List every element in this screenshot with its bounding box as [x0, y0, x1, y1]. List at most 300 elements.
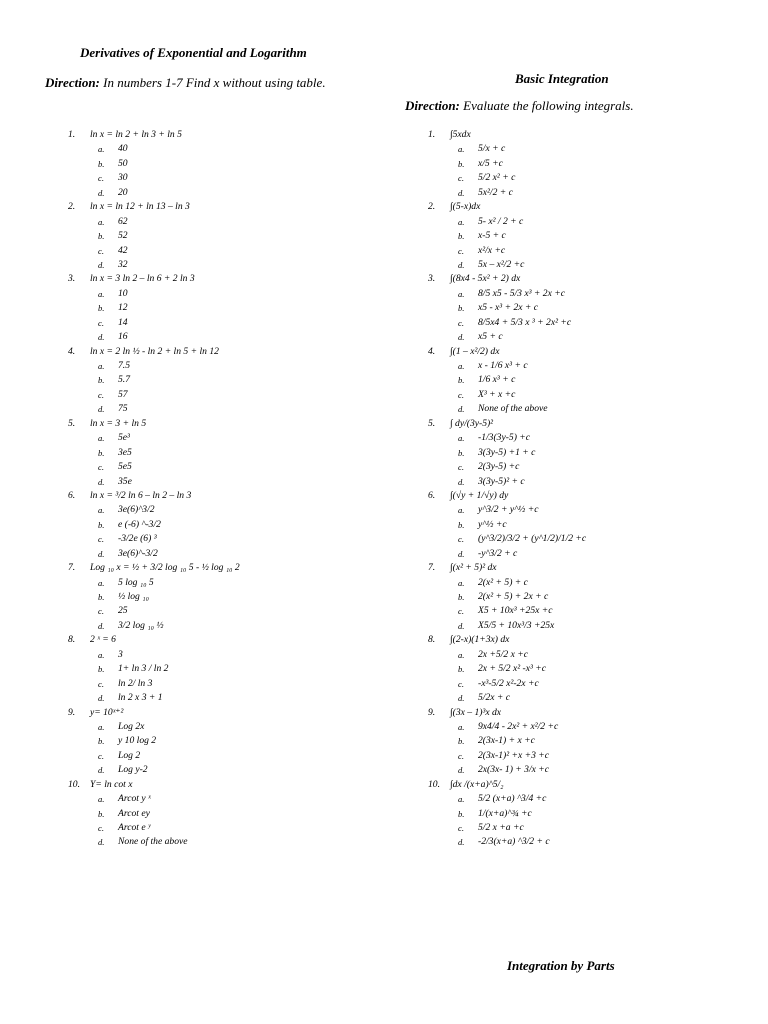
answer-choice [68, 301, 388, 315]
choice-letter: c. [458, 823, 464, 833]
choice-letter: c. [98, 173, 104, 184]
right-question [428, 128, 758, 200]
choice-letter: b. [458, 231, 465, 242]
choice-text: -3/2e (6) ³ [118, 533, 157, 545]
answer-choice [68, 619, 388, 633]
question-line [68, 561, 388, 575]
choice-text: 5/2 x² + c [478, 172, 516, 184]
answer-choice [68, 648, 388, 662]
choice-text: X5 + 10x³ +25x +c [478, 605, 553, 617]
answer-choice [428, 142, 758, 156]
question-line [428, 417, 758, 431]
answer-choice [428, 807, 758, 821]
choice-text: (y^3/2)/3/2 + (y^1/2)/1/2 +c [478, 533, 587, 545]
choice-letter: a. [458, 577, 465, 588]
answer-choice [68, 590, 388, 604]
choice-text: 5/2x + c [478, 692, 511, 704]
choice-letter: a. [98, 505, 105, 516]
answer-choice [428, 763, 758, 777]
right-question [428, 778, 758, 850]
question-text: ln x = 3 + ln 5 [90, 417, 147, 429]
choice-text: 8/5x4 + 5/3 x ³ + 2x² +c [478, 316, 572, 328]
choice-text: 2(x² + 5) + 2x + c [478, 591, 549, 602]
choice-letter: c. [458, 462, 464, 473]
answer-choice [428, 171, 758, 185]
left-question [68, 561, 388, 633]
answer-choice [68, 662, 388, 676]
choice-letter: d. [98, 259, 105, 270]
choice-text: 5e5 [118, 461, 132, 473]
choice-text: 5 log ₁₀ 5 [118, 576, 154, 588]
answer-choice [68, 835, 388, 849]
choice-letter: c. [458, 317, 464, 328]
choice-letter: d. [458, 837, 465, 848]
answer-choice [428, 691, 758, 705]
choice-letter: d. [98, 693, 105, 704]
question-number: 1. [428, 129, 436, 140]
answer-choice [428, 547, 758, 561]
choice-letter: d. [458, 259, 465, 270]
choice-letter: a. [458, 649, 465, 660]
choice-text: 42 [118, 244, 128, 256]
choice-letter: d. [458, 693, 465, 704]
choice-letter: b. [458, 375, 465, 386]
answer-choice [68, 330, 388, 344]
question-number: 6. [68, 489, 76, 501]
question-number: 4. [428, 345, 436, 357]
choice-letter: d. [458, 548, 465, 559]
choice-text: 5/2 x +a +c [478, 822, 524, 833]
answer-choice [428, 576, 758, 590]
choice-text: 1/6 x³ + c [478, 374, 516, 386]
question-text: Log ₁₀ x = ½ + 3/2 log ₁₀ 5 - ½ log ₁₀ 2 [90, 562, 240, 574]
answer-choice [428, 590, 758, 604]
question-number: 3. [428, 273, 436, 285]
choice-text: 40 [118, 143, 128, 155]
choice-text: 5x²/2 + c [478, 186, 513, 198]
answer-choice [68, 229, 388, 243]
choice-letter: b. [458, 158, 465, 169]
choice-text: 3 [118, 648, 123, 660]
question-number: 5. [68, 417, 76, 429]
choice-text: 2x + 5/2 x² -x³ +c [478, 663, 546, 675]
question-number: 9. [428, 706, 436, 718]
answer-choice [68, 460, 388, 474]
choice-letter: c. [458, 173, 464, 184]
question-number: 9. [68, 706, 76, 718]
question-line [68, 200, 388, 214]
question-number: 4. [68, 345, 76, 357]
choice-letter: b. [98, 519, 105, 530]
choice-text: x-5 + c [478, 230, 506, 242]
choice-letter: b. [458, 664, 465, 675]
choice-text: 3/2 log ₁₀ ½ [118, 619, 164, 631]
left-section-heading: Derivatives of Exponential and Logarithm [80, 45, 307, 60]
choice-letter: b. [98, 231, 105, 242]
right-question [428, 417, 758, 489]
choice-text: 5x – x²/2 +c [478, 258, 525, 270]
left-direction-text: In numbers 1-7 Find x without using table. [103, 75, 326, 90]
answer-choice [68, 547, 388, 561]
question-number: 10. [428, 778, 440, 790]
answer-choice [428, 431, 758, 445]
choice-text: 20 [118, 186, 128, 198]
choice-letter: c. [458, 245, 464, 256]
choice-text: None of the above [118, 836, 188, 848]
answer-choice [428, 720, 758, 734]
answer-choice [68, 720, 388, 734]
choice-letter: c. [98, 534, 104, 545]
choice-text: Arcot e ʸ [118, 822, 151, 833]
question-text: ∫(x² + 5)² dx [450, 562, 497, 574]
question-line [68, 489, 388, 503]
choice-text: 32 [118, 258, 128, 270]
choice-text: 8/5 x5 - 5/3 x³ + 2x +c [478, 287, 565, 299]
question-number: 2. [68, 201, 76, 213]
derivatives-question-list [68, 128, 388, 850]
choice-text: 3e5 [118, 446, 132, 458]
choice-letter: a. [98, 144, 105, 155]
answer-choice [428, 677, 758, 691]
choice-text: y^3/2 + y^½ +c [478, 504, 539, 516]
choice-text: 1/(x+a)^¾ +c [478, 807, 532, 819]
choice-text: ln 2 x 3 + 1 [118, 692, 163, 704]
question-number: 8. [428, 634, 436, 646]
choice-text: y 10 log 2 [118, 735, 157, 747]
right-question [428, 561, 758, 633]
choice-text: 2(3y-5) +c [478, 461, 520, 473]
choice-text: e (-6) ^-3/2 [118, 518, 161, 530]
left-question [68, 633, 388, 705]
choice-letter: d. [458, 620, 465, 631]
choice-letter: b. [98, 158, 105, 169]
choice-letter: a. [98, 216, 105, 227]
choice-letter: d. [458, 187, 465, 198]
choice-letter: c. [98, 750, 104, 761]
answer-choice [428, 734, 758, 748]
right-direction [405, 98, 634, 114]
choice-text: -2/3(x+a) ^3/2 + c [478, 836, 550, 848]
question-text: ∫(1 – x²/2) dx [450, 345, 500, 357]
left-question [68, 200, 388, 272]
question-text: ∫(2-x)(1+3x) dx [450, 634, 510, 646]
choice-text: 3e(6)^-3/2 [118, 547, 158, 559]
choice-letter: a. [458, 361, 465, 371]
right-question [428, 272, 758, 344]
choice-text: ½ log ₁₀ [118, 591, 149, 602]
question-text: ∫(8x4 - 5x² + 2) dx [450, 273, 521, 285]
choice-letter: d. [458, 765, 465, 776]
choice-letter: d. [98, 476, 105, 487]
choice-letter: c. [458, 389, 464, 400]
choice-text: 14 [118, 316, 128, 328]
answer-choice [428, 330, 758, 344]
choice-letter: a. [458, 144, 465, 155]
answer-choice [68, 691, 388, 705]
choice-letter: c. [98, 317, 104, 328]
choice-text: 5/2 (x+a) ^3/4 +c [478, 793, 547, 805]
answer-choice [428, 244, 758, 258]
choice-letter: d. [98, 548, 105, 559]
answer-choice [68, 316, 388, 330]
answer-choice [428, 229, 758, 243]
choice-letter: d. [98, 837, 105, 848]
answer-choice [68, 215, 388, 229]
choice-text: Arcot ey [118, 807, 150, 819]
question-line [428, 345, 758, 359]
answer-choice [428, 402, 758, 416]
answer-choice [68, 171, 388, 185]
choice-letter: d. [98, 404, 105, 415]
choice-text: 1+ ln 3 / ln 2 [118, 663, 169, 675]
question-number: 1. [68, 129, 76, 140]
choice-text: -x³-5/2 x²-2x +c [478, 677, 539, 689]
choice-text: x5 + c [478, 331, 503, 343]
right-question [428, 706, 758, 778]
choice-text: 25 [118, 605, 128, 617]
choice-text: None of the above [478, 403, 548, 415]
question-text: ∫(5-x)dx [450, 201, 481, 213]
answer-choice [68, 503, 388, 517]
choice-letter: a. [98, 721, 105, 732]
choice-text: 5/x + c [478, 143, 506, 155]
question-line [428, 561, 758, 575]
choice-text: Log 2 [118, 749, 141, 761]
answer-choice [428, 821, 758, 835]
choice-text: 2x +5/2 x +c [478, 648, 528, 660]
choice-text: 2(3x-1)² +x +3 +c [478, 749, 550, 761]
choice-letter: a. [458, 505, 465, 516]
left-question [68, 128, 388, 200]
question-text: ln x = ³/2 ln 6 – ln 2 – ln 3 [90, 489, 192, 501]
choice-letter: b. [458, 303, 465, 314]
choice-letter: d. [98, 765, 105, 776]
answer-choice [68, 157, 388, 171]
left-question [68, 778, 388, 850]
choice-text: 62 [118, 215, 128, 227]
answer-choice [428, 475, 758, 489]
answer-choice [68, 677, 388, 691]
answer-choice [68, 792, 388, 806]
answer-choice [68, 532, 388, 546]
answer-choice [68, 807, 388, 821]
question-line [428, 633, 758, 647]
choice-text: 75 [118, 403, 128, 415]
left-direction [45, 75, 326, 91]
choice-letter: b. [458, 519, 465, 530]
choice-letter: b. [98, 592, 105, 602]
question-number: 5. [428, 417, 436, 429]
choice-text: 5- x² / 2 + c [478, 215, 524, 227]
right-question [428, 633, 758, 705]
answer-choice [68, 244, 388, 258]
choice-letter: c. [458, 534, 464, 545]
question-text: ∫(√y + 1/√y) dy [450, 489, 509, 501]
question-line [68, 778, 388, 792]
answer-choice [428, 749, 758, 763]
answer-choice [428, 316, 758, 330]
choice-text: 5e³ [118, 432, 130, 444]
question-line [428, 706, 758, 720]
choice-letter: a. [98, 649, 105, 660]
choice-letter: d. [98, 620, 105, 631]
choice-letter: c. [98, 678, 104, 689]
question-line [68, 706, 388, 720]
answer-choice [428, 648, 758, 662]
choice-letter: b. [98, 664, 105, 675]
choice-text: 3e(6)^3/2 [118, 504, 155, 516]
choice-letter: a. [98, 433, 105, 444]
question-number: 7. [68, 562, 76, 574]
choice-text: x²/x +c [478, 244, 506, 256]
choice-letter: a. [458, 288, 465, 299]
answer-choice [68, 576, 388, 590]
choice-text: 9x4/4 - 2x² + x²/2 +c [478, 720, 559, 732]
footer-section-heading: Integration by Parts [507, 958, 615, 973]
choice-letter: d. [458, 332, 465, 343]
answer-choice [428, 359, 758, 373]
choice-text: 30 [118, 172, 128, 184]
choice-letter: a. [98, 361, 105, 371]
choice-letter: b. [458, 808, 465, 819]
choice-letter: b. [458, 592, 465, 602]
left-question [68, 417, 388, 489]
answer-choice [428, 792, 758, 806]
question-text: ∫(3x – 1)³x dx [450, 706, 502, 718]
choice-letter: c. [98, 606, 104, 617]
choice-text: 7.5 [118, 360, 130, 371]
question-number: 2. [428, 201, 436, 213]
right-section-heading: Basic Integration [515, 71, 609, 86]
answer-choice [68, 287, 388, 301]
answer-choice [68, 431, 388, 445]
left-question [68, 345, 388, 417]
answer-choice [428, 388, 758, 402]
answer-choice [428, 186, 758, 200]
choice-text: 50 [118, 157, 128, 169]
question-line [68, 128, 388, 142]
question-line [428, 489, 758, 503]
right-question [428, 200, 758, 272]
choice-text: 5.7 [118, 374, 130, 386]
question-text: ∫5xdx [450, 129, 471, 140]
answer-choice [428, 662, 758, 676]
answer-choice [428, 215, 758, 229]
question-text: 2 ˣ = 6 [90, 634, 116, 646]
question-text: ln x = ln 12 + ln 13 – ln 3 [90, 201, 190, 213]
answer-choice [428, 604, 758, 618]
choice-letter: d. [98, 187, 105, 198]
left-direction-label: Direction: [45, 75, 100, 90]
answer-choice [428, 258, 758, 272]
choice-letter: b. [458, 736, 465, 747]
answer-choice [428, 518, 758, 532]
choice-letter: a. [98, 794, 105, 805]
answer-choice [428, 157, 758, 171]
choice-text: X³ + x +c [478, 388, 516, 400]
choice-letter: d. [458, 476, 465, 487]
choice-text: 57 [118, 388, 128, 400]
choice-text: 10 [118, 287, 128, 299]
right-question [428, 345, 758, 417]
question-line [68, 633, 388, 647]
choice-text: 2x(3x- 1) + 3/x +c [478, 764, 550, 776]
answer-choice [68, 446, 388, 460]
answer-choice [68, 763, 388, 777]
choice-letter: a. [458, 216, 465, 227]
question-text: ∫ dy/(3y-5)² [450, 417, 494, 429]
choice-letter: d. [458, 404, 465, 415]
question-number: 8. [68, 634, 76, 646]
question-line [428, 778, 758, 792]
choice-letter: b. [98, 375, 105, 386]
answer-choice [428, 460, 758, 474]
question-number: 10. [68, 778, 80, 790]
question-text: ln x = 3 ln 2 – ln 6 + 2 ln 3 [90, 273, 195, 285]
answer-choice [428, 301, 758, 315]
choice-letter: b. [98, 736, 105, 747]
answer-choice [68, 604, 388, 618]
question-text: Y= ln cot x [90, 778, 133, 790]
choice-text: Arcot y ˣ [118, 793, 151, 805]
choice-letter: c. [98, 245, 104, 256]
answer-choice [68, 749, 388, 763]
question-line [428, 128, 758, 142]
choice-text: 3(3y-5)² + c [478, 475, 525, 487]
answer-choice [428, 532, 758, 546]
right-direction-label: Direction: [405, 98, 460, 113]
choice-text: 52 [118, 230, 128, 242]
question-text: ln x = 2 ln ½ - ln 2 + ln 5 + ln 12 [90, 345, 219, 357]
question-line [68, 417, 388, 431]
question-line [68, 345, 388, 359]
choice-text: 3(3y-5) +1 + c [478, 446, 536, 458]
right-question [428, 489, 758, 561]
answer-choice [68, 258, 388, 272]
answer-choice [68, 142, 388, 156]
choice-text: -y^3/2 + c [478, 547, 518, 559]
answer-choice [428, 503, 758, 517]
choice-text: X5/5 + 10x³/3 +25x [478, 619, 555, 631]
choice-text: x5 - x³ + 2x + c [478, 302, 539, 314]
question-number: 7. [428, 562, 436, 574]
choice-letter: c. [98, 462, 104, 473]
question-number: 3. [68, 273, 76, 285]
answer-choice [68, 373, 388, 387]
question-text: ∫dx /(x+a)^5/₂ [450, 778, 504, 790]
answer-choice [428, 446, 758, 460]
answer-choice [68, 402, 388, 416]
choice-letter: a. [98, 288, 105, 299]
choice-letter: a. [458, 721, 465, 732]
question-text: ln x = ln 2 + ln 3 + ln 5 [90, 129, 182, 140]
choice-letter: d. [98, 332, 105, 343]
choice-text: 2(x² + 5) + c [478, 576, 528, 588]
choice-letter: b. [458, 447, 465, 458]
answer-choice [68, 734, 388, 748]
choice-letter: b. [98, 808, 105, 819]
question-line [68, 272, 388, 286]
choice-text: 12 [118, 302, 128, 314]
answer-choice [428, 835, 758, 849]
choice-text: 35e [118, 475, 132, 487]
choice-text: Log y-2 [118, 764, 148, 776]
question-text: y= 10ˣ⁺² [90, 706, 124, 718]
answer-choice [68, 388, 388, 402]
choice-text: x/5 +c [478, 157, 503, 169]
choice-letter: a. [458, 794, 465, 805]
answer-choice [428, 373, 758, 387]
